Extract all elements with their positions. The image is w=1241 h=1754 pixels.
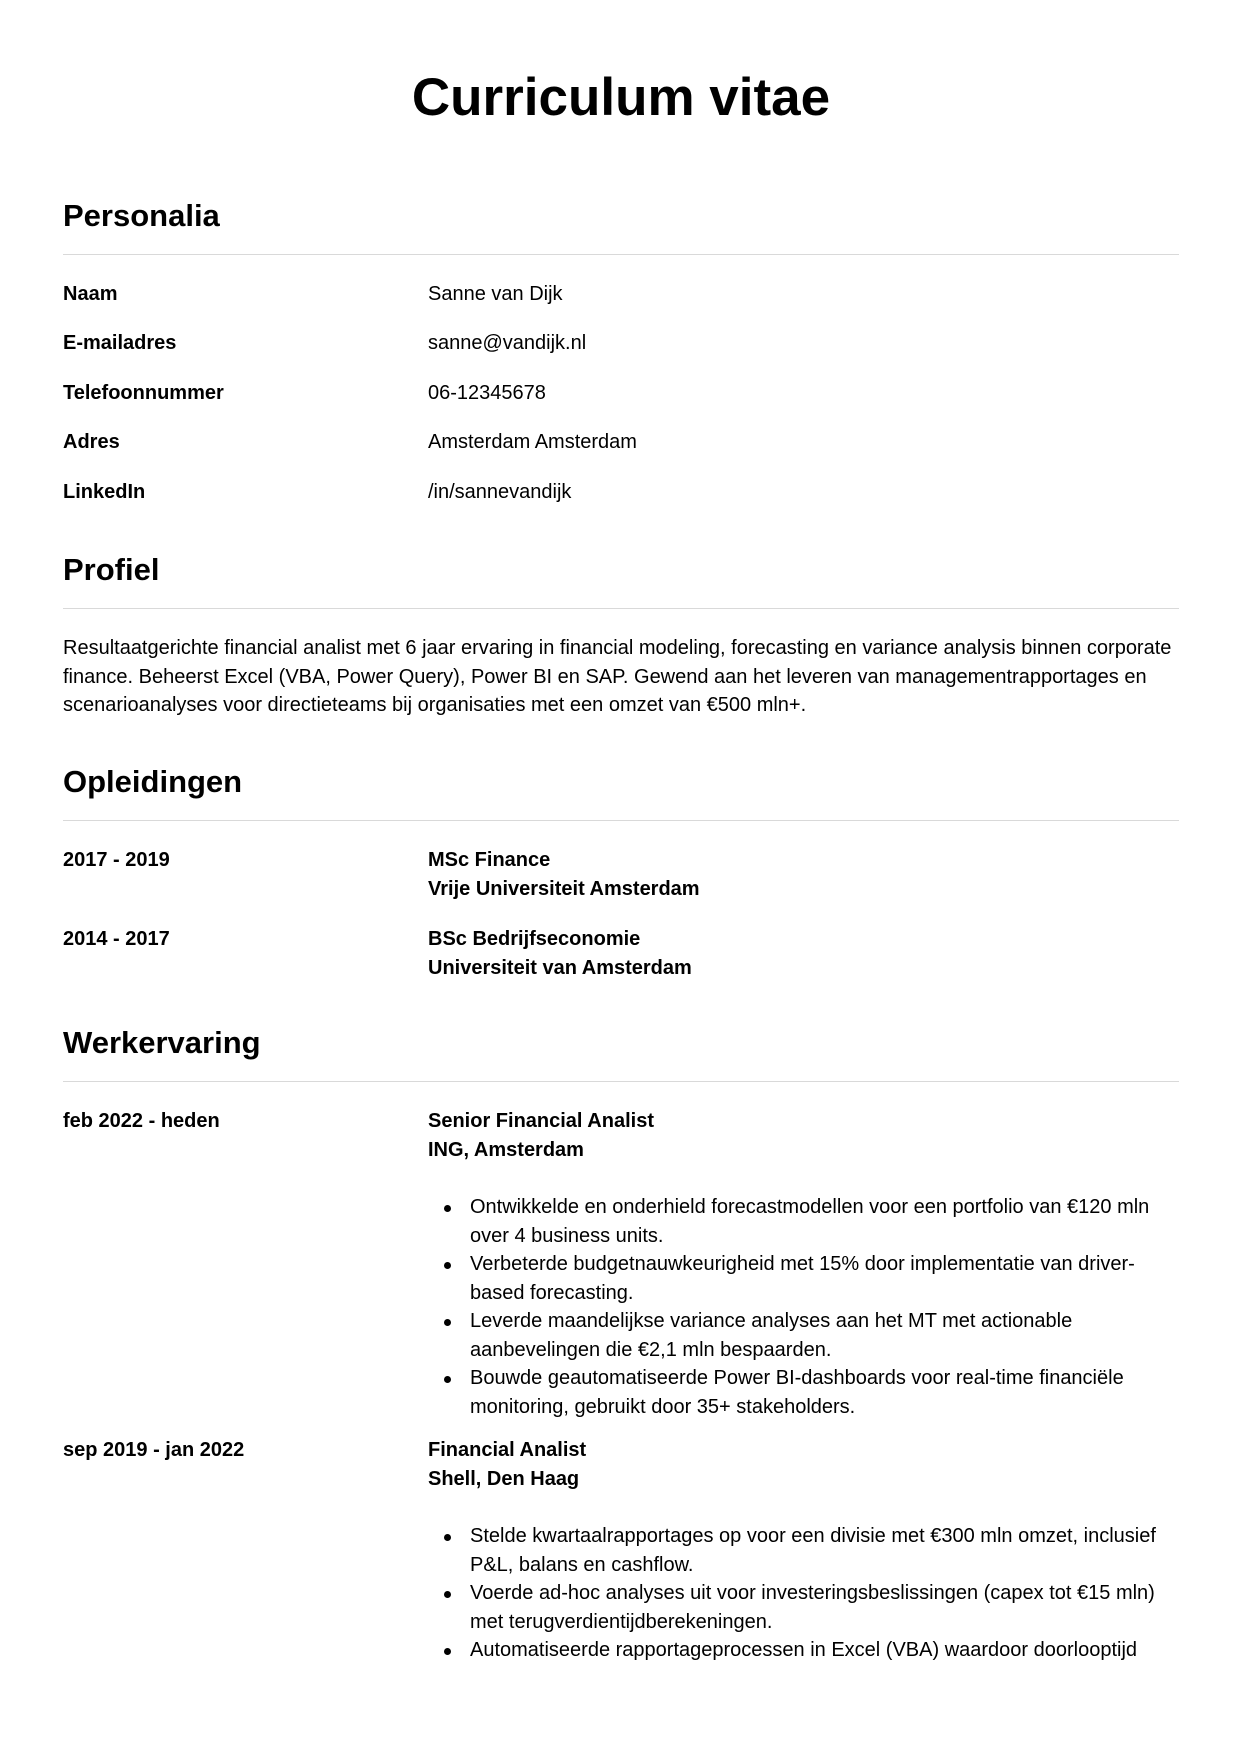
list-item: Leverde maandelijkse variance analyses aan het MT met actionable aanbevelingen die €2,1 mln bespaarden. xyxy=(428,1307,1179,1364)
job-role: Financial Analist xyxy=(428,1439,587,1461)
field-value: 06-12345678 xyxy=(428,382,546,404)
document-title: Curriculum vitae xyxy=(411,68,831,127)
field-value: /in/sannevandijk xyxy=(428,481,572,503)
section-heading-opleidingen: Opleidingen xyxy=(63,764,243,799)
education-period: 2014 - 2017 xyxy=(63,928,170,950)
field-label: Adres xyxy=(63,431,120,453)
education-details xyxy=(428,846,1179,903)
list-item: Stelde kwartaalrapportages op voor een divisie met €300 mln omzet, inclusief P&L, balans en cashflow. xyxy=(428,1522,1179,1579)
field-value: Sanne van Dijk xyxy=(428,283,563,305)
profile-text: Resultaatgerichte financial analist met 6 jaar ervaring in financial modeling, forecasting en variance analysis binnen corporate finance. Beheerst Excel (VBA, Power Query), Power BI en SAP. Gewend aan het leveren van managementrapportages en scenarioanalyses voor directieteams bij organisaties met een omzet van €500 mln+. xyxy=(63,637,1172,716)
job-company: ING, Amsterdam xyxy=(428,1138,584,1161)
list-item: Voerde ad-hoc analyses uit voor investeringsbeslissingen (capex tot €15 mln) met terugverdientijdberekeningen. xyxy=(428,1579,1179,1636)
field-value: Amsterdam Amsterdam xyxy=(428,431,637,453)
section-werkervaring xyxy=(63,1023,1179,1082)
section-heading-personalia: Personalia xyxy=(63,198,220,233)
field-label: Telefoonnummer xyxy=(63,382,224,404)
education-degree: MSc Finance xyxy=(428,849,551,871)
list-item: Verbeterde budgetnauwkeurigheid met 15% door implementatie van driver-based forecasting. xyxy=(428,1250,1179,1307)
field-label: E-mailadres xyxy=(63,332,177,354)
education-degree: BSc Bedrijfseconomie xyxy=(428,928,641,950)
job-role: Senior Financial Analist xyxy=(428,1110,654,1132)
list-item: Bouwde geautomatiseerde Power BI-dashboards voor real-time financiële monitoring, gebruikt door 35+ stakeholders. xyxy=(428,1364,1179,1421)
list-item: Automatiseerde rapportageprocessen in Excel (VBA) waardoor doorlooptijd xyxy=(428,1636,1179,1665)
education-details xyxy=(428,925,1179,982)
job-company: Shell, Den Haag xyxy=(428,1467,580,1490)
education-school: Universiteit van Amsterdam xyxy=(428,956,692,979)
job-bullets xyxy=(428,1522,1179,1665)
job-bullets xyxy=(428,1193,1179,1421)
field-value: sanne@vandijk.nl xyxy=(428,332,587,354)
section-profiel xyxy=(63,550,1179,609)
section-heading-profiel: Profiel xyxy=(63,552,160,587)
field-label: LinkedIn xyxy=(63,481,146,503)
job-period: feb 2022 - heden xyxy=(63,1110,220,1132)
education-period: 2017 - 2019 xyxy=(63,849,170,871)
field-label: Naam xyxy=(63,283,118,305)
section-personalia xyxy=(63,196,1179,255)
job-details xyxy=(428,1436,1179,1665)
education-school: Vrije Universiteit Amsterdam xyxy=(428,877,700,900)
job-details xyxy=(428,1107,1179,1421)
list-item: Ontwikkelde en onderhield forecastmodellen voor een portfolio van €120 mln over 4 business units. xyxy=(428,1193,1179,1250)
section-opleidingen xyxy=(63,762,1179,821)
section-heading-werkervaring: Werkervaring xyxy=(63,1025,261,1060)
job-period: sep 2019 - jan 2022 xyxy=(63,1439,245,1461)
